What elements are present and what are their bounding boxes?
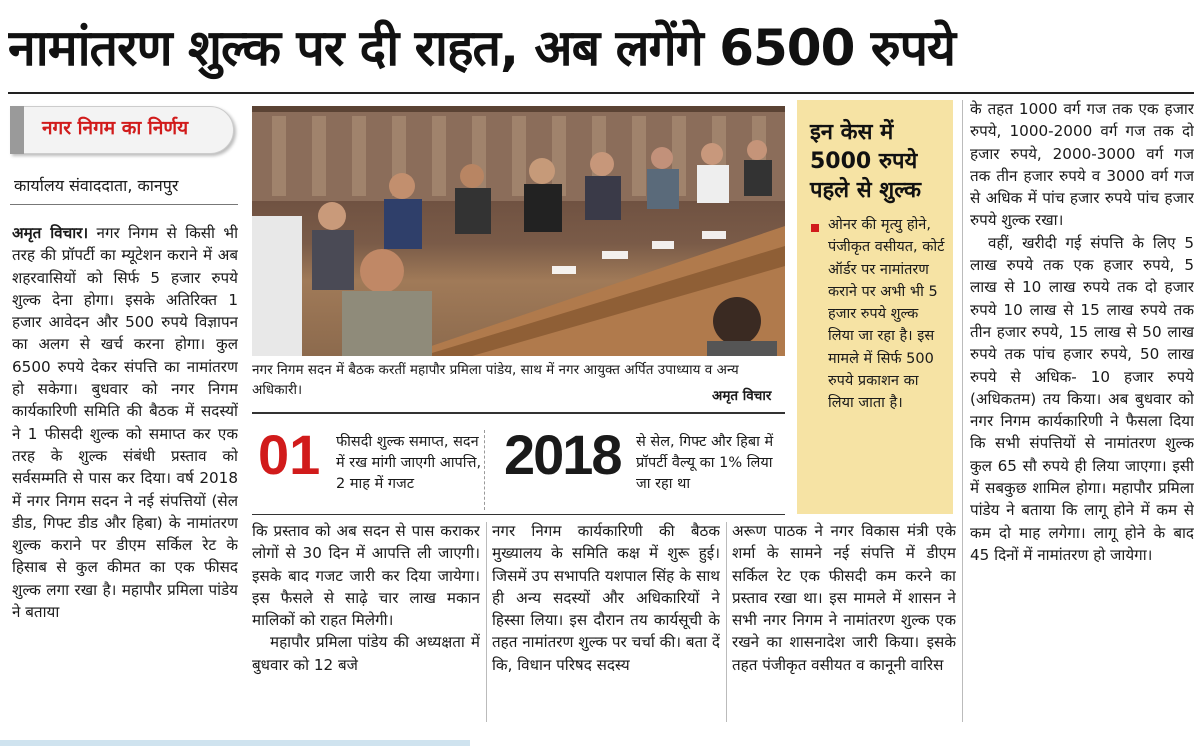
bullet-icon — [811, 224, 819, 232]
article-text-1: नगर निगम से किसी भी तरह की प्रॉपर्टी का म्यूटेशन कराने में अब शहरवासियों को सिर्फ 5 हजार रुपये शुल्क देना होगा। इसके अतिरिक्त 1 हजार आवेदन और 500 रुपये विज्ञापन का अलग से खर्च करना होगा। कुल 6500 रुपये देकर संपत्ति का नामांतरण हो सकेगा। बुधवार को नगर निगम कार्यकारिणी समिति की बैठक में सदस्यों ने 1 फीसदी शुल्क को समाप्त कर एक तरह के शुल्क संबंधी प्रस्ताव को सर्वसम्मति से पास कर दिया। वर्ष 2018 में नगर निगम सदन ने नई संपत्तियों (सेल डीड, गिफ्ट डीड और हिबा) के नामांतरण शुल्क कराने पर डीएम सर्किल रेट के हिसाब से कुल कीमत का एक फीसद शुल्क लगा रखा है। महापौर प्रमिला पांडेय ने बताया — [12, 224, 238, 622]
headline-rule — [8, 92, 1194, 94]
section-tag-bar — [10, 106, 24, 154]
sidebar-text: ओनर की मृत्यु होने, पंजीकृत वसीयत, कोर्ट ऑर्डर पर नामांतरण कराने पर अभी भी 5 हजार रुपये शुल्क लिया जा रहा है। इस मामले में सिर्फ 500 रुपये प्रकाशन का लिया जाता है। — [828, 217, 945, 412]
photo-credit: अमृत विचार — [712, 388, 772, 404]
article-column-3 — [492, 520, 720, 726]
sidebar-heading: इन केस में 5000 रुपये पहले से शुल्क — [810, 120, 922, 203]
byline: कार्यालय संवाददाता, कानपुर — [14, 176, 179, 195]
column-separator — [486, 522, 487, 722]
photo-caption: नगर निगम सदन में बैठक करतीं महापौर प्रमिला पांडेय, साथ में नगर आयुक्त अर्पित उपाध्याय व अन्य अधिकारी। — [252, 362, 739, 398]
article-text-5b: वहीं, खरीदी गई संपत्ति के लिए 5 लाख रुपये तक एक हजार रुपये, 5 लाख से 10 लाख रुपये तक दो हजार रुपये 10 लाख से 15 लाख रुपये तक तीन हजार रुपये, 15 लाख से 50 लाख रुपये तक पांच हजार रुपये, 50 लाख रुपये से अधिक- 10 हजार रुपये (अधिकतम) तय किया। अब बुधवार को नगर निगम कार्यकारिणी ने फैसला दिया कि सभी संपत्तियों से नामांतरण शुल्क कुल 65 सौ रुपये ही लिया जाएगा। इसी में सबकुछ शामिल होगा। महापौर प्रमिला पांडेय ने बताया कि लागू होने में कम से कम दो माह लगेगा। लागू होने के बाद 45 दिनों में नामांतरण हो जायेगा। — [970, 233, 1194, 564]
fact-2-number: 2018 — [504, 423, 621, 486]
fact-separator — [484, 430, 485, 510]
article-column-2 — [252, 520, 480, 726]
column-separator — [962, 100, 963, 722]
article-column-5 — [970, 98, 1194, 726]
meeting-photo — [252, 106, 785, 356]
dateline: अमृत विचार। — [12, 224, 89, 242]
article-text-2b: महापौर प्रमिला पांडेय की अध्यक्षता में बुधवार को 12 बजे — [252, 633, 480, 674]
column-separator — [726, 522, 727, 722]
headline: नामांतरण शुल्क पर दी राहत, अब लगेंगे 6500 रुपये — [8, 19, 956, 77]
article-column-1 — [12, 222, 238, 724]
fact-1-number: 01 — [258, 423, 321, 486]
fact-2-text: से सेल, गिफ्ट और हिबा में प्रॉपर्टी वैल्यू का 1% लिया जा रहा था — [636, 434, 774, 492]
article-text-4: अरूण पाठक ने नगर विकास मंत्री एके शर्मा के सामने नई संपत्ति में डीएम सर्किल रेट एक फीसदी कम करने का प्रस्ताव रखा था। इस मामले में शासन ने सभी नगर निगम ने नामांतरण शुल्क एक रखने का शासनादेश जारी किया। इसके तहत पंजीकृत वसीयत व कानूनी वारिस — [732, 522, 956, 674]
section-tag: नगर निगम का निर्णय — [42, 117, 189, 139]
fact-rule — [252, 514, 785, 515]
article-text-3: नगर निगम कार्यकारिणी की बैठक मुख्यालय के समिति कक्ष में शुरू हुई। जिसमें उप सभापति यशपाल सिंह के साथ ही अन्य सदस्यों और अधिकारियों ने हिस्सा लिया। इस दौरान तय कार्यसूची के तहत नामांतरण शुल्क पर चर्चा की। बता दें कि, विधान परिषद सदस्य — [492, 522, 720, 674]
byline-rule — [10, 204, 238, 205]
fact-1-text: फीसदी शुल्क समाप्त, सदन में रख मांगी जाएगी आपत्ति, 2 माह में गजट — [336, 434, 482, 492]
article-column-4 — [732, 520, 956, 726]
meeting-photo-illustration — [252, 106, 785, 356]
article-text-2: कि प्रस्ताव को अब सदन से पास कराकर लोगों से 30 दिन में आपत्ति ली जाएगी। इसके बाद गजट जारी कर दिया जायेगा। इस फैसले से साढ़े चार लाख मकान मालिकों को राहत मिलेगी। — [252, 522, 480, 630]
article-text-5a: के तहत 1000 वर्ग गज तक एक हजार रुपये, 1000-2000 वर्ग गज तक दो हजार रुपये, 2000-3000 वर्ग गज तक तीन हजार रुपये व 3000 वर्ग गज से अधिक में पांच हजार रुपये पांच हजार रुपये शुल्क रखा। — [970, 100, 1194, 230]
bottom-stripe — [0, 740, 470, 746]
caption-rule — [252, 412, 785, 414]
